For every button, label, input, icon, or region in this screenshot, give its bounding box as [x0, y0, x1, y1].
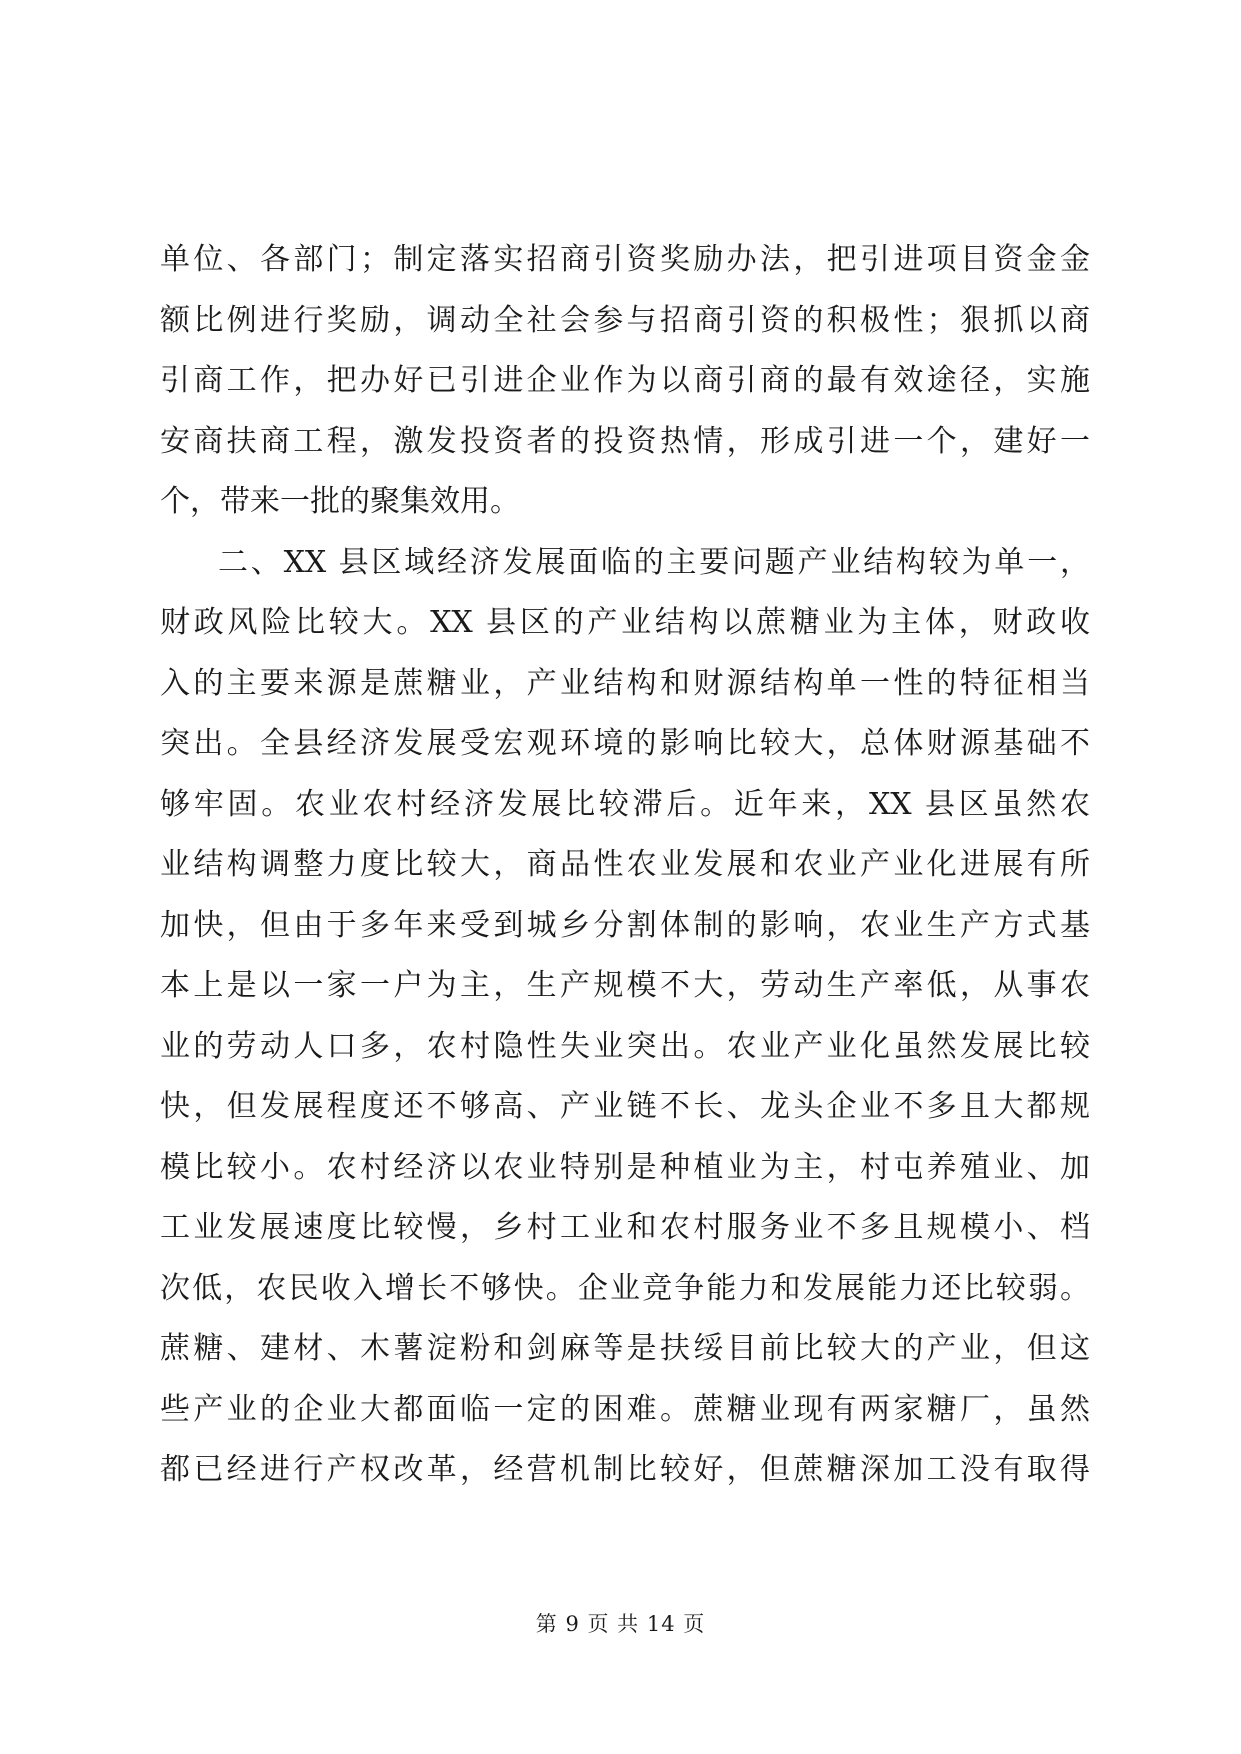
text-line: 快，但发展程度还不够高、产业链不长、龙头企业不多且大都规	[160, 1089, 1090, 1124]
text-line: 模比较小。农村经济以农业特别是种植业为主，村屯养殖业、加	[160, 1149, 1090, 1185]
text-line: 入的主要来源是蔗糖业，产业结构和财源结构单一性的特征相当	[160, 665, 1090, 701]
text-line: 本上是以一家一户为主，生产规模不大，劳动生产率低，从事农	[160, 968, 1090, 1003]
text-line: 都已经进行产权改革，经营机制比较好，但蔗糖深加工没有取得	[160, 1452, 1090, 1487]
text-line: 个，带来一批的聚集效用。	[160, 484, 520, 519]
text-line: 单位、各部门；制定落实招商引资奖励办法，把引进项目资金金	[160, 242, 1090, 277]
text-line: 够牢固。农业农村经济发展比较滞后。近年来，XX 县区虽然农	[160, 786, 1090, 822]
text-line: 突出。全县经济发展受宏观环境的影响比较大，总体财源基础不	[160, 726, 1090, 761]
text-line: 次低，农民收入增长不够快。企业竞争能力和发展能力还比较弱。	[160, 1270, 1090, 1306]
document-body	[160, 230, 1090, 1501]
text-line: 业结构调整力度比较大，商品性农业发展和农业产业化进展有所	[160, 847, 1090, 882]
text-line: 安商扶商工程，激发投资者的投资热情，形成引进一个，建好一	[160, 423, 1090, 459]
text-line: 工业发展速度比较慢，乡村工业和农村服务业不多且规模小、档	[160, 1210, 1090, 1245]
section-heading-line: 二、XX 县区域经济发展面临的主要问题产业结构较为单一，	[218, 544, 1090, 580]
text-line: 引商工作，把办好已引进企业作为以商引商的最有效途径，实施	[160, 363, 1090, 398]
text-line: 蔗糖、建材、木薯淀粉和剑麻等是扶绥目前比较大的产业，但这	[160, 1331, 1090, 1366]
text-line: 业的劳动人口多，农村隐性失业突出。农业产业化虽然发展比较	[160, 1028, 1090, 1064]
text-line: 财政风险比较大。XX 县区的产业结构以蔗糖业为主体，财政收	[160, 605, 1090, 640]
text-line: 加快，但由于多年来受到城乡分割体制的影响，农业生产方式基	[160, 907, 1090, 943]
text-line: 额比例进行奖励，调动全社会参与招商引资的积极性；狠抓以商	[160, 302, 1090, 338]
page-number-footer: 第 9 页 共 14 页	[535, 1612, 706, 1636]
text-line: 些产业的企业大都面临一定的困难。蔗糖业现有两家糖厂，虽然	[160, 1391, 1090, 1427]
